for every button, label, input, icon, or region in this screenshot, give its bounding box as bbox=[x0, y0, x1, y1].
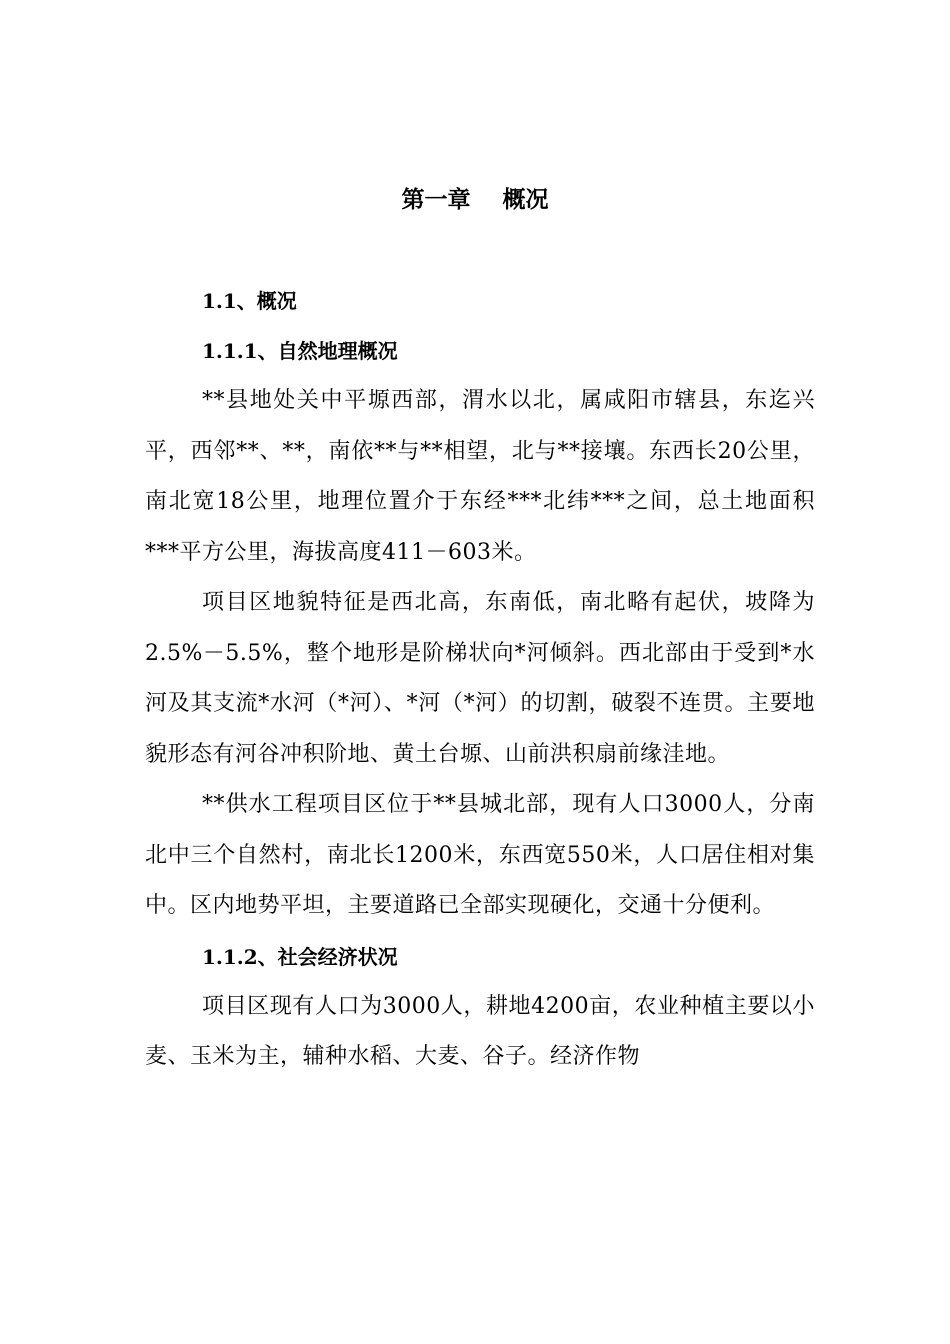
paragraph-geography: **县地处关中平塬西部，渭水以北，属咸阳市辖县，东迄兴平，西邻**、**，南依**与**相望，北与**接壤。东西长20公里，南北宽18公里，地理位置介于东经***北纬***之间，总土地面积***平方公里，海拔高度411－603米。 bbox=[145, 388, 815, 565]
chapter-title: 第一章 概况 bbox=[401, 187, 549, 213]
paragraph-economy: 项目区现有人口为3000人，耕地4200亩，农业种植主要以小麦、玉米为主，辅种水稻、大麦、谷子。经济作物 bbox=[145, 993, 815, 1069]
section-heading-1-1-2: 1.1.2、社会经济状况 bbox=[202, 944, 398, 969]
section-heading-1-1: 1.1、概况 bbox=[202, 289, 297, 313]
section-heading-1-1-1: 1.1.1、自然地理概况 bbox=[202, 339, 398, 363]
document-body bbox=[145, 276, 815, 1083]
paragraph-project-area: **供水工程项目区位于**县城北部，现有人口3000人，分南北中三个自然村，南北长1200米，东西宽550米，人口居住相对集中。区内地势平坦，主要道路已全部实现硬化，交通十分便利。 bbox=[145, 792, 815, 918]
paragraph-landform: 项目区地貌特征是西北高，东南低，南北略有起伏，坡降为2.5%－5.5%，整个地形是阶梯状向*河倾斜。西北部由于受到*水河及其支流*水河（*河）、*河（*河）的切割，破裂不连贯。主要地貌形态有河谷冲积阶地、黄土台塬、山前洪积扇前缘洼地。 bbox=[145, 590, 815, 767]
